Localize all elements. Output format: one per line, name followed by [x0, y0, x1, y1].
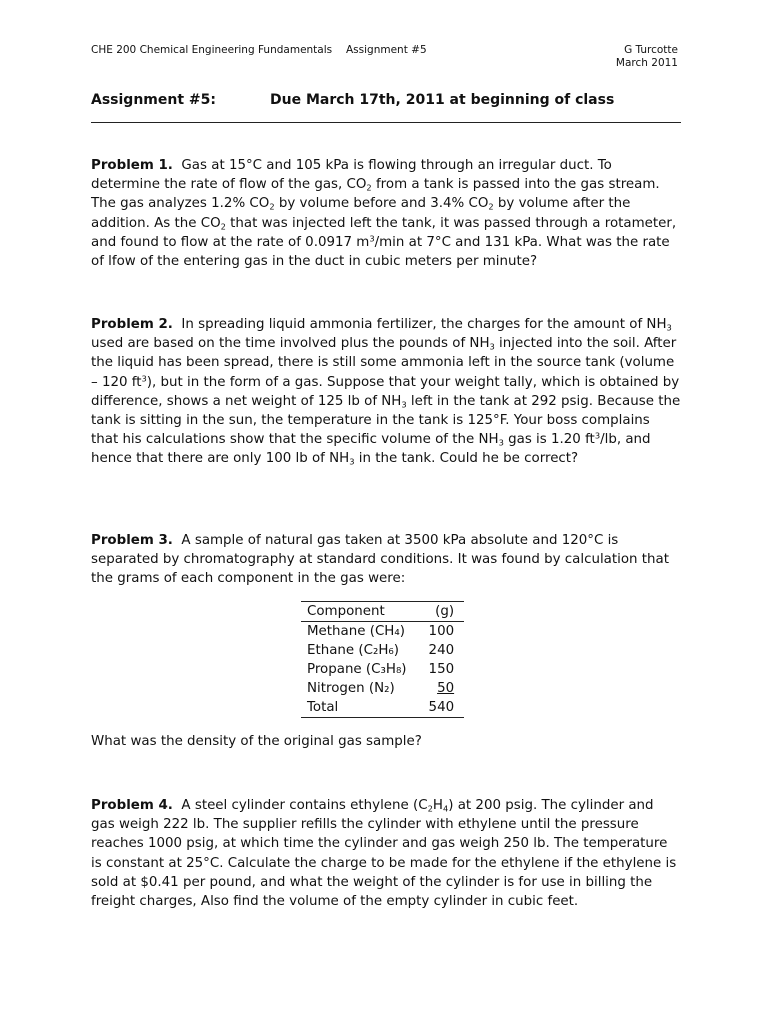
component-name: Methane (CH₄): [307, 624, 405, 639]
problem-3-label: Problem 3.: [91, 533, 173, 548]
component-name: Propane (C₃H₈): [307, 662, 407, 677]
problem-1: Problem 1. Gas at 15°C and 105 kPa is flowing through an irregular duct. To determine the rate of flow of the gas, $CO_2$ from a tank is passed into the gas stream. The gas analyzes 1.2% $CO_2$ by volume before and 3.4% $CO_2$ by volume after the addition. As the $CO_2$ that was injected left the tank, it was passed through a rotameter, and found to flow at the rate of 0.0917 $m^3/\min$ at 7°C and 131 kPa. What was the rate of lfow of the entering gas in the duct in cubic meters per minute?: [91, 158, 677, 270]
component-name: Nitrogen (N₂): [307, 681, 395, 696]
problem-4: Problem 4. A steel cylinder contains ethylene $(C_2H_4)$ at 200 psig. The cylinder and gas weigh 222 lb. The supplier refills the cylinder with ethylene until the pressure reaches 1000 psig, at which time the cylinder and gas weigh 250 lb. The temperature is constant at 25°C. Calculate the charge to be made for the ethylene if the ethylene is sold at $0.41 per pound, and what the weight of the cylinder is for use in billing the freight charges, Also find the volume of the empty cylinder in cubic feet.: [91, 798, 677, 910]
table-row: [301, 660, 464, 679]
problem-2-label: Problem 2.: [91, 317, 173, 332]
table-row: [301, 622, 464, 642]
header-author: G Turcotte: [624, 44, 678, 56]
header-author-date: [616, 44, 678, 70]
header-assignment: Assignment #5: [346, 44, 427, 56]
column-header-grams: (g): [417, 602, 465, 622]
table-row: [301, 679, 464, 698]
component-grams: 150: [428, 662, 455, 677]
total-label: Total: [307, 700, 339, 715]
title-divider: [91, 122, 681, 123]
total-grams: 540: [428, 700, 455, 715]
problem-3-question: What was the density of the original gas sample?: [91, 734, 422, 749]
title-label: Assignment #5:: [91, 92, 216, 108]
problem-3: Problem 3. A sample of natural gas taken at 3500 kPa absolute and 120°C is separated by chromatography at standard conditions. It was found by calculation that the grams of each component in the gas were:: [91, 533, 669, 587]
component-grams: 100: [428, 624, 455, 639]
table-total-row: [301, 698, 464, 718]
table-header-row: [301, 602, 464, 622]
header-date: March 2011: [615, 57, 678, 69]
component-name: Ethane (C₂H₆): [307, 643, 399, 658]
column-header-component: Component: [301, 602, 417, 622]
header-course: CHE 200 Chemical Engineering Fundamentals: [91, 44, 333, 56]
component-grams: 240: [428, 643, 455, 658]
due-date: Due March 17th, 2011 at beginning of class: [270, 92, 615, 108]
component-grams: 50: [437, 681, 455, 696]
problem-1-label: Problem 1.: [91, 158, 173, 173]
table-row: [301, 641, 464, 660]
problem-4-label: Problem 4.: [91, 798, 173, 813]
component-table: [301, 601, 464, 718]
problem-2: Problem 2. In spreading liquid ammonia fertilizer, the charges for the amount of $NH_3$ used are based on the time involved plus the pounds of $NH_3$ injected into the soil. After the liquid has been spread, there is still some ammonia left in the source tank (volume – 120 $ft^3$), but in the form of a gas. Suppose that your weight tally, which is obtained by difference, shows a net weight of 125 lb of $NH_3$ left in the tank at 292 psig. Because the tank is sitting in the sun, the temperature in the tank is 125°F. Your boss complains that his calculations show that the specific volume of the $NH_3$ gas is 1.20 $ft^3/lb$, and hence that there are only 100 lb of $NH_3$ in the tank. Could he be correct?: [91, 317, 681, 467]
